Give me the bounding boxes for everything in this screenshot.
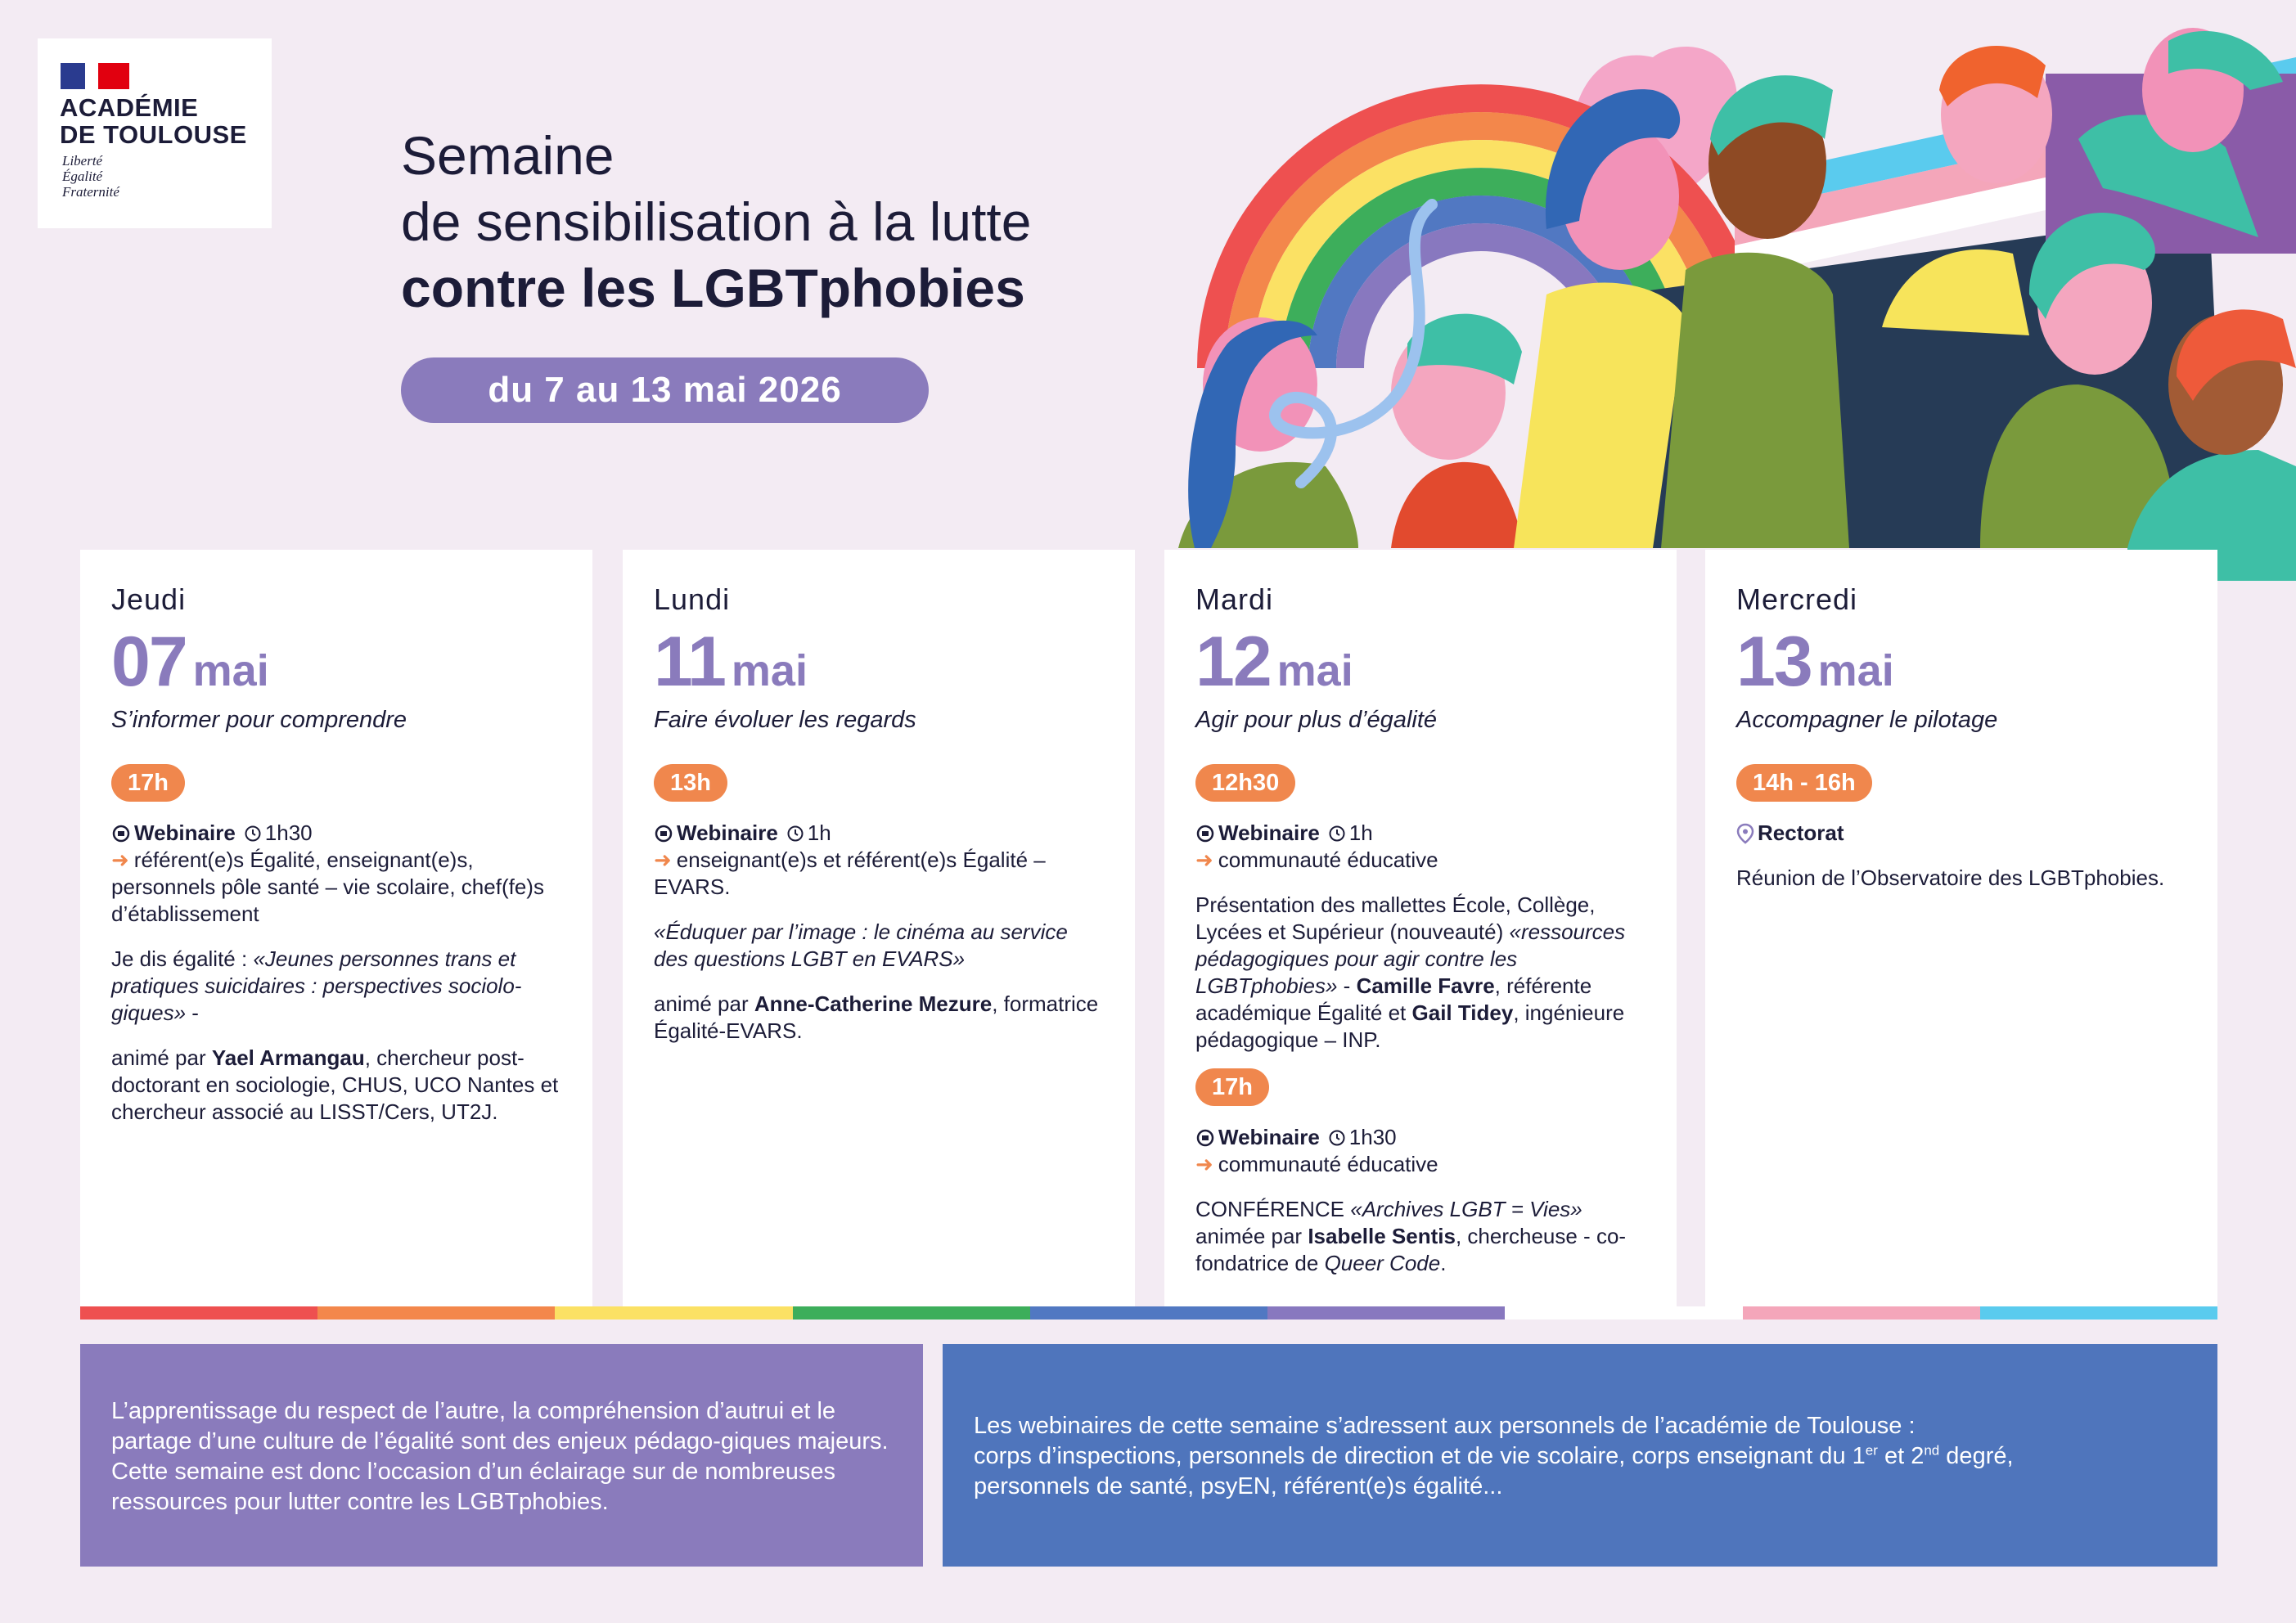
motto-fraternite: Fraternité bbox=[62, 184, 119, 200]
day-theme: S’informer pour comprendre bbox=[111, 707, 407, 733]
day-theme: Faire évoluer les regards bbox=[654, 707, 916, 733]
clock-icon bbox=[1328, 825, 1346, 843]
talk-intro-end: - bbox=[186, 1000, 199, 1025]
diverse-people-illustration bbox=[1162, 25, 2296, 581]
duration-label: 1h bbox=[807, 820, 831, 845]
host-name: Anne-Catherine Mezure bbox=[754, 991, 993, 1016]
footer-audience-box bbox=[943, 1344, 2217, 1567]
audience-line2-a: corps d’inspections, personnels de direction et de vie scolaire, corps enseignant du 1 bbox=[974, 1443, 1866, 1469]
month-label: mai bbox=[192, 646, 269, 695]
audience-text-2: communauté éducative bbox=[1218, 1152, 1438, 1176]
month-label: mai bbox=[1276, 646, 1353, 695]
audience-text: référent(e)s Égalité, enseignant(e)s, personnels pôle santé – vie scolaire, chef(fe)s d’établissement bbox=[111, 847, 544, 926]
arrow-right-icon: ➜ bbox=[654, 847, 672, 872]
academy-name bbox=[60, 94, 247, 148]
academy-name-line2: DE TOULOUSE bbox=[60, 120, 247, 149]
audience-line2 bbox=[974, 1441, 2186, 1472]
weekday-label: Lundi bbox=[654, 582, 731, 616]
strip-pink bbox=[1743, 1306, 1980, 1320]
conference-end: . bbox=[1440, 1251, 1447, 1275]
desc-quote: «ressources pédagogiques pour agir contre les LGBTphobies» bbox=[1195, 919, 1626, 998]
weekday-label: Jeudi bbox=[111, 582, 187, 616]
session-description: Réunion de l’Observatoire des LGBTphobies. bbox=[1736, 865, 2165, 890]
footer-mission-box bbox=[80, 1344, 923, 1567]
format-row bbox=[111, 820, 560, 847]
strip-violet bbox=[1267, 1306, 1505, 1320]
audience bbox=[111, 847, 560, 928]
audience-text: enseignant(e)s et référent(e)s Égalité – EVARS. bbox=[654, 847, 1046, 899]
marianne-flag-icon bbox=[61, 63, 129, 89]
strip-white bbox=[1505, 1306, 1742, 1320]
academy-logo bbox=[38, 38, 272, 228]
day-details bbox=[654, 764, 1102, 1045]
strip-blue bbox=[1030, 1306, 1267, 1320]
strip-green bbox=[793, 1306, 1030, 1320]
host-prefix: animé par bbox=[654, 991, 754, 1016]
clock-icon bbox=[786, 825, 804, 843]
format-row-2 bbox=[1195, 1124, 1644, 1151]
weekday-label: Mardi bbox=[1195, 582, 1274, 616]
conference-title: «Archives LGBT = Vies» bbox=[1350, 1197, 1582, 1221]
location-label: Rectorat bbox=[1758, 820, 1844, 845]
location-pin-icon bbox=[1736, 823, 1754, 844]
conference-host-prefix: animée par bbox=[1195, 1224, 1308, 1248]
host-info bbox=[654, 991, 1102, 1045]
day-date bbox=[1195, 622, 1353, 703]
audience-line2-b: et 2 bbox=[1877, 1443, 1925, 1469]
webinar-icon bbox=[654, 824, 673, 843]
superscript-er: er bbox=[1865, 1442, 1878, 1459]
speaker-1-name: Camille Favre bbox=[1356, 973, 1495, 998]
day-details bbox=[111, 764, 560, 1126]
month-label: mai bbox=[1817, 646, 1894, 695]
audience-line3: personnels de santé, psyEN, référent(e)s égalité... bbox=[974, 1473, 1503, 1499]
location-row bbox=[1736, 820, 2185, 847]
audience-line1: Les webinaires de cette semaine s’adressent aux personnels de l’académie de Toulouse : bbox=[974, 1413, 1916, 1439]
title-line2: de sensibilisation à la lutte bbox=[401, 191, 1032, 252]
title-line1: Semaine bbox=[401, 125, 615, 186]
webinar-icon bbox=[111, 824, 131, 843]
talk-title: «Éduquer par l’image : le cinéma au service des questions LGBT en EVARS» bbox=[654, 919, 1068, 971]
time-badge: 13h bbox=[654, 764, 727, 802]
conference-host-description: , chercheuse - co-fondatrice de bbox=[1195, 1224, 1627, 1275]
format-label: Webinaire bbox=[677, 820, 778, 845]
republic-motto bbox=[62, 153, 119, 200]
desc-start: Présentation des mallettes École, Collège, Lycées et Supérieur (nouveauté) bbox=[1195, 892, 1596, 944]
webinar-icon bbox=[1195, 1128, 1215, 1148]
strip-cyan bbox=[1980, 1306, 2217, 1320]
webinar-icon bbox=[1195, 824, 1215, 843]
mission-text: L’apprentissage du respect de l’autre, la compréhension d’autrui et le partage d’une culture de l’égalité sont des enjeux pédago-giques majeurs. Cette semaine est donc l’occasion d’un éclairage sur de nombreuses ressources pour lutter contre les LGBTphobies. bbox=[111, 1398, 889, 1515]
day-number: 12 bbox=[1195, 623, 1271, 701]
audience bbox=[1195, 847, 1644, 874]
session-description bbox=[1195, 892, 1644, 1054]
speaker-2-name: Gail Tidey bbox=[1411, 1000, 1514, 1025]
audience-2 bbox=[1195, 1151, 1644, 1178]
speaker-1-description: , référente académique Égalité et bbox=[1195, 973, 1592, 1025]
host-description: , chercheur post-doctorant en sociologie, CHUS, UCO Nantes et chercheur associé au LISST/Cers, UT2J. bbox=[111, 1045, 559, 1124]
academy-name-line1: ACADÉMIE bbox=[60, 93, 199, 122]
time-badge: 12h30 bbox=[1195, 764, 1295, 802]
day-date bbox=[111, 622, 269, 703]
duration-label: 1h bbox=[1348, 820, 1373, 845]
day-number: 07 bbox=[111, 623, 187, 701]
day-card-mercredi bbox=[1705, 550, 2217, 1307]
strip-red bbox=[80, 1306, 317, 1320]
motto-liberte: Liberté bbox=[62, 153, 103, 169]
time-badge: 14h - 16h bbox=[1736, 764, 1872, 802]
arrow-right-icon: ➜ bbox=[111, 847, 129, 872]
weekday-label: Mercredi bbox=[1736, 582, 1858, 616]
arrow-right-icon: ➜ bbox=[1195, 1152, 1213, 1176]
format-label-2: Webinaire bbox=[1218, 1125, 1320, 1149]
time-badge: 17h bbox=[111, 764, 185, 802]
duration-label: 1h30 bbox=[264, 820, 313, 845]
format-label: Webinaire bbox=[1218, 820, 1320, 845]
strip-yellow bbox=[555, 1306, 792, 1320]
conference-description bbox=[1195, 1196, 1644, 1277]
format-label: Webinaire bbox=[134, 820, 236, 845]
day-details bbox=[1195, 764, 1644, 1277]
host-name: Yael Armangau bbox=[211, 1045, 365, 1070]
talk-intro: Je dis égalité : bbox=[111, 946, 254, 971]
format-row bbox=[1195, 820, 1644, 847]
conference-host-name: Isabelle Sentis bbox=[1308, 1224, 1456, 1248]
clock-icon bbox=[244, 825, 262, 843]
duration-label-2: 1h30 bbox=[1348, 1125, 1397, 1149]
arrow-right-icon: ➜ bbox=[1195, 847, 1213, 872]
format-row bbox=[654, 820, 1102, 847]
day-theme: Accompagner le pilotage bbox=[1736, 707, 1998, 733]
talk-description bbox=[111, 946, 560, 1027]
page-title bbox=[401, 123, 1031, 321]
superscript-nd: nd bbox=[1924, 1442, 1940, 1459]
day-date bbox=[1736, 622, 1894, 703]
day-date bbox=[654, 622, 808, 703]
title-line3: contre les LGBTphobies bbox=[401, 258, 1025, 318]
conference-label: CONFÉRENCE bbox=[1195, 1197, 1351, 1221]
audience bbox=[654, 847, 1102, 901]
month-label: mai bbox=[731, 646, 808, 695]
day-card-jeudi bbox=[80, 550, 592, 1307]
day-theme: Agir pour plus d’égalité bbox=[1195, 707, 1438, 733]
speaker-2-description: , ingénieure pédagogique – INP. bbox=[1195, 1000, 1625, 1052]
host-prefix: animé par bbox=[111, 1045, 212, 1070]
motto-egalite: Égalité bbox=[62, 169, 103, 184]
desc-separator: - bbox=[1337, 973, 1357, 998]
strip-orange bbox=[317, 1306, 555, 1320]
conference-org: Queer Code bbox=[1324, 1251, 1441, 1275]
time-badge-2: 17h bbox=[1195, 1068, 1269, 1106]
day-card-lundi bbox=[623, 550, 1135, 1307]
host-description: , formatrice Égalité-EVARS. bbox=[654, 991, 1099, 1043]
audience-text: communauté éducative bbox=[1218, 847, 1438, 872]
host-info bbox=[111, 1045, 560, 1126]
clock-icon bbox=[1328, 1129, 1346, 1147]
audience-line2-c: degré, bbox=[1939, 1443, 2014, 1469]
day-number: 11 bbox=[654, 623, 725, 701]
date-range-badge: du 7 au 13 mai 2026 bbox=[401, 357, 929, 423]
day-details bbox=[1736, 764, 2185, 892]
day-number: 13 bbox=[1736, 623, 1812, 701]
rainbow-strip bbox=[80, 1306, 2217, 1320]
talk-title: «Jeunes personnes trans et pratiques suicidaires : perspectives sociolo-giques» bbox=[111, 946, 522, 1025]
day-card-mardi bbox=[1164, 550, 1677, 1307]
